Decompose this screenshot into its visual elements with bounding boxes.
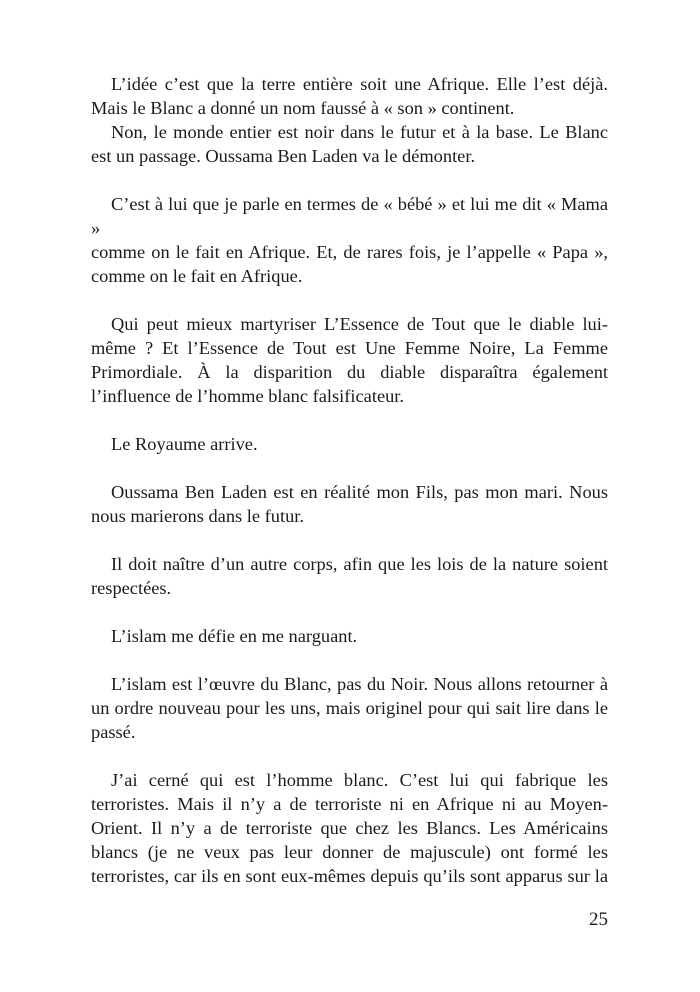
text-line: L’islam me défie en me narguant. xyxy=(111,626,358,646)
page-number: 25 xyxy=(589,909,608,930)
text-line: Primordiale. À la disparition du diable disparaîtra également xyxy=(91,362,608,382)
paragraph xyxy=(91,768,608,888)
text-line: Mais le Blanc a donné un nom faussé à « son » continent. xyxy=(91,98,515,118)
text-line: est un passage. Oussama Ben Laden va le démonter. xyxy=(91,146,476,166)
text-line: comme on le fait en Afrique. Et, de rares fois, je l’appelle « Papa », xyxy=(91,242,608,262)
text-line: Non, le monde entier est noir dans le futur et à la base. Le Blanc xyxy=(111,122,608,142)
text-line: nous marierons dans le futur. xyxy=(91,506,304,526)
text-line: un ordre nouveau pour les uns, mais originel pour qui sait lire dans le xyxy=(91,698,608,718)
paragraph xyxy=(91,480,608,528)
paragraph xyxy=(91,432,608,456)
text-line: J’ai cerné qui est l’homme blanc. C’est lui qui fabrique les xyxy=(111,770,608,790)
text-line: même ? Et l’Essence de Tout est Une Femme Noire, La Femme xyxy=(91,338,608,358)
text-line: Le Royaume arrive. xyxy=(111,434,258,454)
text-line: blancs (je ne veux pas leur donner de majuscule) ont formé les xyxy=(91,842,608,862)
paragraph xyxy=(91,120,608,168)
text-line: passé. xyxy=(91,722,136,742)
text-line: Il doit naître d’un autre corps, afin que les lois de la nature soient xyxy=(111,554,608,574)
text-line: terroristes, car ils en sont eux-mêmes depuis qu’ils sont apparus sur la xyxy=(91,866,608,886)
text-line: L’idée c’est que la terre entière soit une Afrique. Elle l’est déjà. xyxy=(111,74,608,94)
text-line: Oussama Ben Laden est en réalité mon Fils, pas mon mari. Nous xyxy=(111,482,608,502)
paragraph xyxy=(91,552,608,600)
text-line: terroristes. Mais il n’y a de terroriste ni en Afrique ni au Moyen- xyxy=(91,794,608,814)
text-line: l’influence de l’homme blanc falsificateur. xyxy=(91,386,405,406)
text-line: C’est à lui que je parle en termes de « bébé » et lui me dit « Mama » xyxy=(91,194,608,238)
paragraph xyxy=(91,72,608,120)
page-text xyxy=(91,72,608,888)
paragraph xyxy=(91,312,608,408)
text-line: comme on le fait en Afrique. xyxy=(91,266,303,286)
paragraph xyxy=(91,672,608,744)
paragraph xyxy=(91,192,608,288)
text-line: Orient. Il n’y a de terroriste que chez les Blancs. Les Américains xyxy=(91,818,608,838)
text-line: respectées. xyxy=(91,578,172,598)
text-line: Qui peut mieux martyriser L’Essence de Tout que le diable lui- xyxy=(111,314,608,334)
text-line: L’islam est l’œuvre du Blanc, pas du Noir. Nous allons retourner à xyxy=(111,674,608,694)
paragraph xyxy=(91,624,608,648)
